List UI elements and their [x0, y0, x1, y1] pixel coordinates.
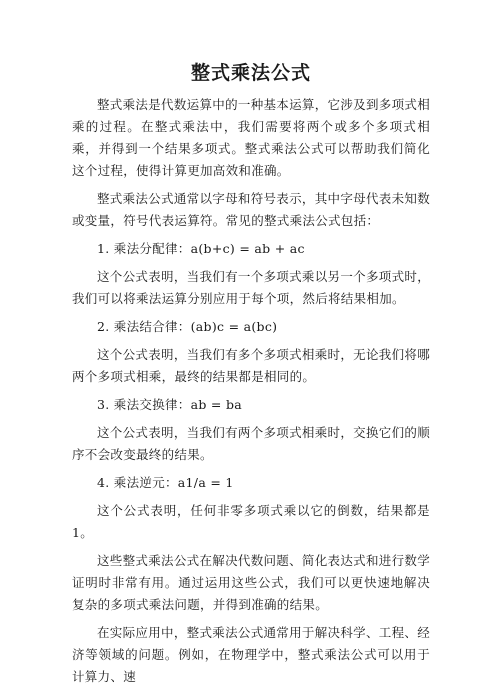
page-title: 整式乘法公式 — [190, 62, 311, 84]
formula-item-inverse: 4. 乘法逆元：a1/a = 1 — [97, 475, 234, 490]
paragraph-distributive-explanation: 这个公式表明，当我们有一个多项式乘以另一个多项式时，我们可以将乘法运算分别应用于每个项，然后将结果相加。 — [72, 269, 430, 306]
formula-item-commutative: 3. 乘法交换律：ab = ba — [97, 397, 243, 412]
paragraph-associative-explanation: 这个公式表明，当我们有多个多项式相乘时，无论我们将哪两个多项式相乘，最终的结果都是相同的。 — [72, 347, 430, 384]
formula-item-distributive: 1. 乘法分配律：a(b+c) = ab + ac — [97, 241, 305, 256]
paragraph-formula-overview: 整式乘法公式通常以字母和符号表示，其中字母代表未知数或变量，符号代表运算符。常见的整式乘法公式包括： — [72, 191, 430, 228]
paragraph-inverse-explanation: 这个公式表明，任何非零多项式乘以它的倒数，结果都是1。 — [72, 503, 430, 540]
paragraph-applications: 在实际应用中，整式乘法公式通常用于解决科学、工程、经济等领域的问题。例如，在物理学中，整式乘法公式可以用于计算力、速 — [72, 625, 430, 684]
document-body — [72, 94, 430, 688]
paragraph-usefulness: 这些整式乘法公式在解决代数问题、简化表达式和进行数学证明时非常有用。通过运用这些公式，我们可以更快速地解决复杂的多项式乘法问题，并得到准确的结果。 — [72, 553, 430, 612]
formula-item-associative: 2. 乘法结合律：(ab)c = a(bc) — [97, 319, 278, 334]
paragraph-intro: 整式乘法是代数运算中的一种基本运算，它涉及到多项式相乘的过程。在整式乘法中，我们需要将两个或多个多项式相乘，并得到一个结果多项式。整式乘法公式可以帮助我们简化这个过程，使得计算更加高效和准确。 — [72, 97, 430, 178]
document-page — [72, 0, 430, 688]
paragraph-commutative-explanation: 这个公式表明，当我们有两个多项式相乘时，交换它们的顺序不会改变最终的结果。 — [72, 425, 430, 462]
